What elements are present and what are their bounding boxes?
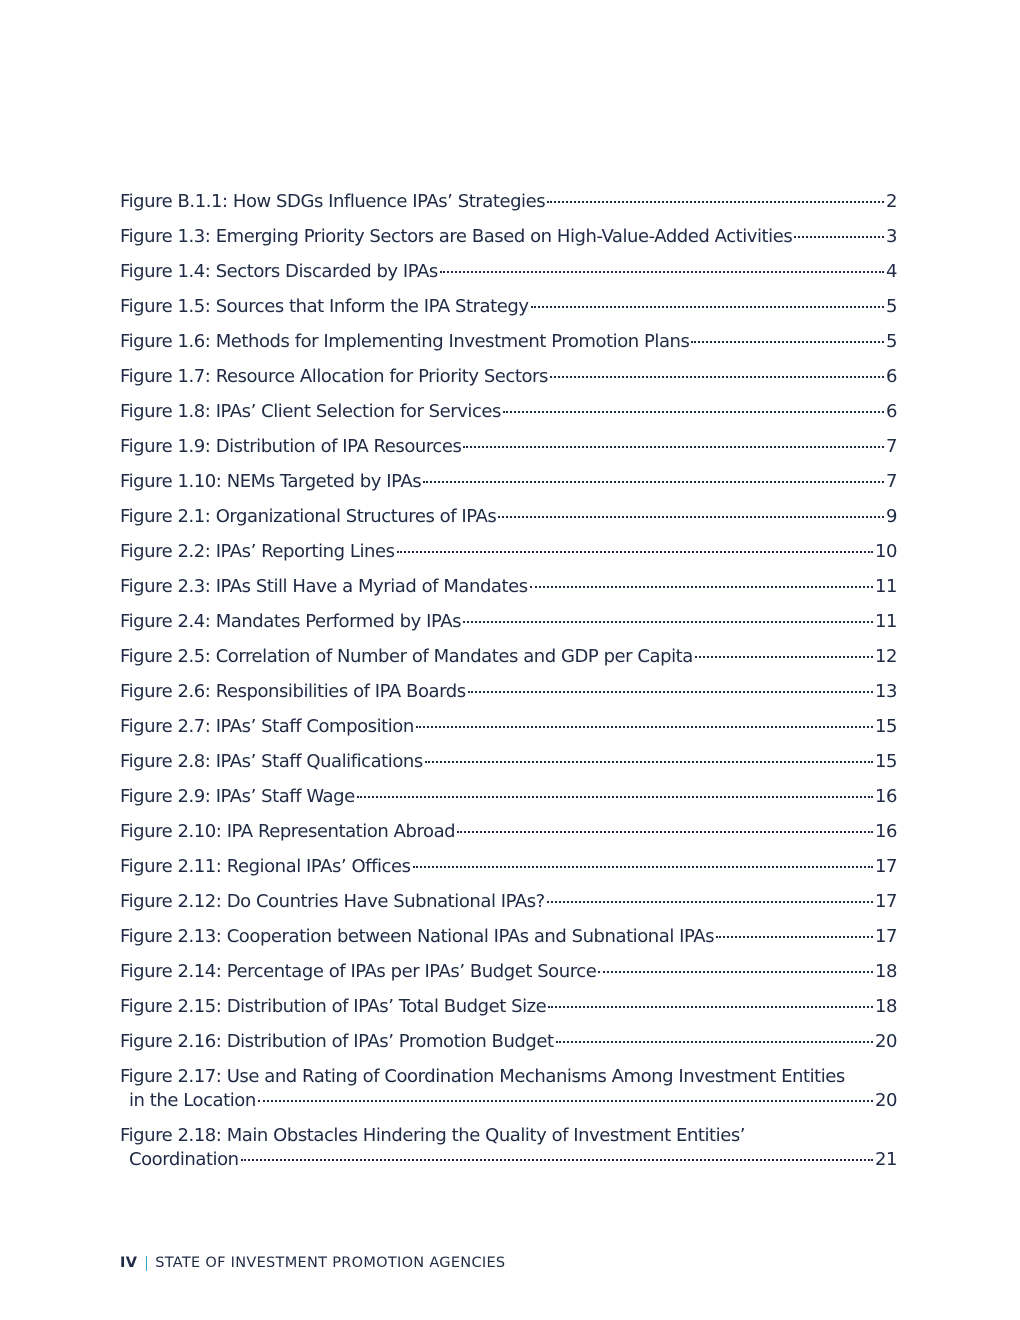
toc-entry[interactable] [120,330,897,354]
toc-entry-title: Figure 1.7: Resource Allocation for Priority Sectors [120,366,548,387]
toc-entry-title: Figure 1.10: NEMs Targeted by IPAs [120,471,422,492]
toc-entry-continuation [120,1148,897,1172]
toc-entry-title: Figure 2.17: Use and Rating of Coordination Mechanisms Among Investment Entities [120,1066,845,1087]
dot-leader [503,411,884,413]
toc-entry-page: 16 [874,821,897,842]
toc-entry-page: 4 [885,261,897,282]
toc-entry-page: 13 [874,681,897,702]
toc-entry-page: 12 [874,646,897,667]
toc-entry[interactable] [120,890,897,914]
toc-entry[interactable] [120,400,897,424]
dot-leader [423,481,884,483]
toc-entry-title: Figure 2.1: Organizational Structures of IPAs [120,506,497,527]
toc-entry[interactable] [120,435,897,459]
toc-entry-title: Figure 1.6: Methods for Implementing Investment Promotion Plans [120,331,690,352]
toc-entry[interactable] [120,1030,897,1054]
toc-entry-page: 6 [885,401,897,422]
toc-entry-title: Figure 1.9: Distribution of IPA Resources [120,436,462,457]
toc-entry-title: Figure 2.3: IPAs Still Have a Myriad of Mandates [120,576,528,597]
toc-entry-multiline[interactable] [120,1124,897,1172]
dot-leader [416,726,873,728]
toc-entry-title: Figure 2.13: Cooperation between National IPAs and Subnational IPAs [120,926,715,947]
toc-entry-page: 21 [874,1149,897,1170]
toc-entry-title-continued: Coordination [129,1149,239,1170]
toc-entry-title: Figure 2.8: IPAs’ Staff Qualifications [120,751,423,772]
toc-entry-title: Figure 1.3: Emerging Priority Sectors are Based on High-Value-Added Activities [120,226,793,247]
dot-leader [794,236,884,238]
toc-entry-page: 7 [885,436,897,457]
toc-entry-page: 17 [874,856,897,877]
toc-entry-page: 3 [885,226,897,247]
toc-entry-page: 17 [874,891,897,912]
dot-leader [691,341,884,343]
toc-entry-title: Figure 2.18: Main Obstacles Hindering the Quality of Investment Entities’ [120,1125,746,1146]
toc-entry[interactable] [120,715,897,739]
toc-entry[interactable] [120,750,897,774]
toc-entry[interactable] [120,925,897,949]
toc-entry-title: Figure 2.11: Regional IPAs’ Offices [120,856,411,877]
dot-leader [550,376,884,378]
toc-entry-title: Figure 2.16: Distribution of IPAs’ Promotion Budget [120,1031,554,1052]
toc-entry[interactable] [120,995,897,1019]
toc-entry-page: 11 [874,611,897,632]
toc-entry-multiline[interactable] [120,1065,897,1113]
dot-leader [548,1006,873,1008]
toc-entry-page: 5 [885,296,897,317]
dot-leader [531,306,884,308]
toc-entry-page: 18 [874,961,897,982]
toc-entry-title: Figure 1.5: Sources that Inform the IPA Strategy [120,296,529,317]
footer-separator [146,1256,147,1271]
toc-entry-page: 20 [874,1090,897,1111]
toc-entry-page: 18 [874,996,897,1017]
toc-entry-page: 6 [885,366,897,387]
toc-entry-page: 2 [885,191,897,212]
toc-entry[interactable] [120,855,897,879]
toc-entry-title: Figure 2.12: Do Countries Have Subnational IPAs? [120,891,545,912]
toc-entry-title: Figure 1.8: IPAs’ Client Selection for Services [120,401,501,422]
toc-entry-page: 15 [874,716,897,737]
toc-entry-page: 15 [874,751,897,772]
dot-leader [468,691,873,693]
dot-leader [598,971,873,973]
toc-entry[interactable] [120,505,897,529]
toc-entry-page: 10 [874,541,897,562]
toc-entry[interactable] [120,645,897,669]
toc-entry-continuation [120,1089,897,1113]
toc-entry-title: Figure 2.10: IPA Representation Abroad [120,821,456,842]
toc-entry-title: Figure 2.5: Correlation of Number of Mandates and GDP per Capita [120,646,693,667]
dot-leader [547,201,884,203]
dot-leader [547,901,873,903]
dot-leader [463,446,884,448]
toc-entry-title: Figure 2.7: IPAs’ Staff Composition [120,716,414,737]
dot-leader [357,796,873,798]
publication-title: STATE OF INVESTMENT PROMOTION AGENCIES [155,1255,506,1271]
toc-entry[interactable] [120,610,897,634]
toc-entry-page: 17 [874,926,897,947]
toc-entry[interactable] [120,190,897,214]
dot-leader [530,586,873,588]
toc-entry-page: 20 [874,1031,897,1052]
dot-leader [241,1159,873,1161]
toc-entry-title: Figure 2.2: IPAs’ Reporting Lines [120,541,395,562]
toc-entry[interactable] [120,575,897,599]
toc-entry-page: 7 [885,471,897,492]
dot-leader [258,1100,873,1102]
toc-entry-page: 16 [874,786,897,807]
toc-entry[interactable] [120,820,897,844]
toc-entry-title: Figure 2.14: Percentage of IPAs per IPAs’ Budget Source [120,961,597,982]
dot-leader [695,656,873,658]
toc-entry[interactable] [120,470,897,494]
dot-leader [716,936,873,938]
toc-entry[interactable] [120,260,897,284]
toc-entry-title: Figure 2.9: IPAs’ Staff Wage [120,786,355,807]
toc-entry-title: Figure 2.15: Distribution of IPAs’ Total Budget Size [120,996,547,1017]
toc-entry-title: Figure B.1.1: How SDGs Influence IPAs’ Strategies [120,191,546,212]
toc-entry-title-continued: in the Location [129,1090,256,1111]
toc-entry[interactable] [120,680,897,704]
toc-entry-title: Figure 1.4: Sectors Discarded by IPAs [120,261,438,282]
dot-leader [556,1041,873,1043]
toc-entry[interactable] [120,295,897,319]
toc-entry-page: 11 [874,576,897,597]
dot-leader [463,621,873,623]
dot-leader [413,866,873,868]
dot-leader [425,761,873,763]
dot-leader [440,271,884,273]
toc-entry-title: Figure 2.6: Responsibilities of IPA Boards [120,681,466,702]
page-footer [120,1255,505,1271]
dot-leader [457,831,873,833]
page-number: IV [120,1255,138,1271]
toc-entry-title: Figure 2.4: Mandates Performed by IPAs [120,611,462,632]
toc-entry[interactable] [120,365,897,389]
toc-entry[interactable] [120,785,897,809]
toc-entry-page: 5 [885,331,897,352]
dot-leader [397,551,873,553]
toc-entry[interactable] [120,540,897,564]
list-of-figures [120,190,897,1183]
toc-entry-page: 9 [885,506,897,527]
dot-leader [498,516,884,518]
toc-entry[interactable] [120,225,897,249]
toc-entry[interactable] [120,960,897,984]
